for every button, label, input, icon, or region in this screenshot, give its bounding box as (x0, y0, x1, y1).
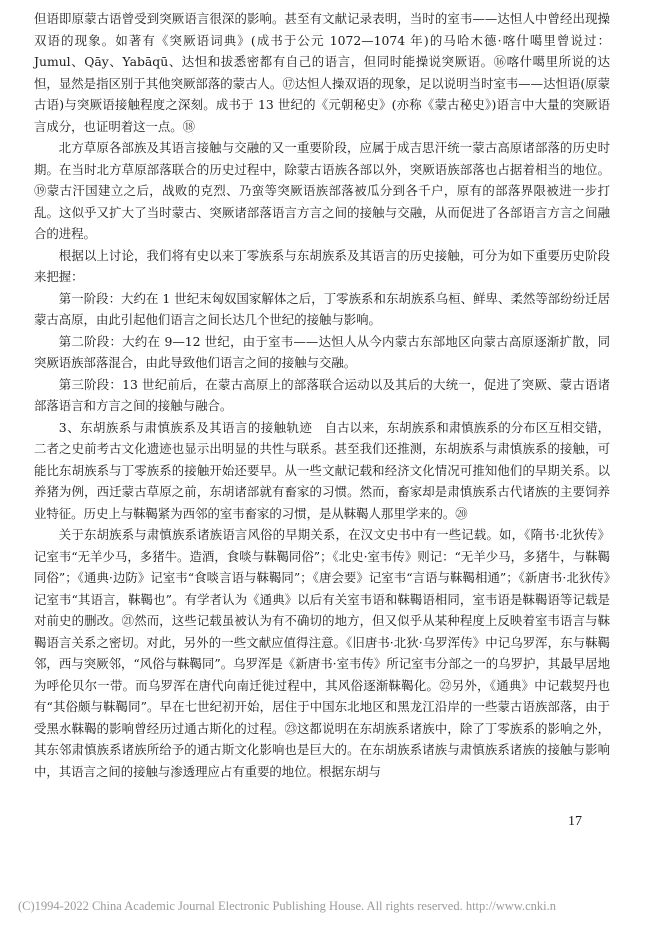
paragraph-last: 关于东胡族系与肃慎族系诸族语言风俗的早期关系，在汉文史书中有一些记载。如，《隋书·北狄传》记室韦“无羊少马，多猪牛。造酒，食啖与靺鞨同俗”；《北史·室韦传》则记：“无羊少马，多猪牛，与靺鞨同俗”；《通典·边防》记室韦“食啖言语与靺鞨同”；《唐会要》记室韦“言语与靺鞨相通”；《新唐书·北狄传》记室韦“其语言，靺鞨也”。有学者认为《通典》以后有关室韦语和靺鞨语相同，室韦语是靺鞨语等记载是对前史的删改。㉑然而，这些记载虽被认为有不确切的地方，但又似乎从某种程度上反映着室韦语言与靺鞨语言关系之密切。对此，另外的一些文献应值得注意。《旧唐书·北狄·乌罗浑传》中记乌罗浑，东与靺鞨邻，西与突厥邻，“风俗与靺鞨同”。乌罗浑是《新唐书·室韦传》所记室韦分部之一的乌罗护，其最早居地为呼伦贝尔一带。而乌罗浑在唐代向南迁徙过程中，其风俗逐渐靺鞨化。㉒另外，《通典》中记载契丹也有“其俗颇与靺鞨同”。早在七世纪初开始，居住于中国东北地区和黑龙江沿岸的一些蒙古语族部落，由于受黑水靺鞨的影响曾经历过通古斯化的过程。㉓这都说明在东胡族系诸族中，除了丁零族系的影响之外，其东邻肃慎族系诸族所给予的通古斯文化影响也是巨大的。在东胡族系诸族与肃慎族系诸族的接触与影响中，其语言之间的接触与渗透理应占有重要的地位。根据东胡与 (34, 527, 610, 779)
stage-2-paragraph: 第二阶段：大约在 9—12 世纪，由于室韦——达怛人从今内蒙古东部地区向蒙古高原逐渐扩散，同突厥语族部落混合，由此导致他们语言之间的接触与交融。 (34, 333, 610, 370)
copyright-footer: (C)1994-2022 China Academic Journal Electronic Publishing House. All rights reserved. http://www.cnki.n (18, 899, 556, 913)
paragraph-2: 北方草原各部族及其语言接触与交融的又一重要阶段，应属于成吉思汗统一蒙古高原诸部落的历史时期。在当时北方草原部落联合的历史过程中，除蒙古语族各部以外，突厥语族部落也占据着相当的地位。⑲蒙古汗国建立之后，战败的克烈、乃蛮等突厥语族部落被瓜分到各千户，原有的部落界限被进一步打乱。这似乎又扩大了当时蒙古、突厥诸部落语言方言之间的接触与交融，从而促进了各部语言方言之间融合的进程。 (34, 140, 610, 241)
paragraph-1: 但语即原蒙古语曾受到突厥语言很深的影响。甚至有文献记录表明，当时的室韦——达怛人中曾经出现操双语的现象。如著有《突厥语词典》(成书于公元 1072—1074 年)的马哈木德·喀什噶里曾说过：Jumul、Qāy、Yabāqū、达怛和拔悉密都有自己的语言，但同时能操说突厥语。⑯喀什噶里所说的达怛，显然是指区别于其他突厥部落的蒙古人。⑰达怛人操双语的现象，足以说明当时室韦——达怛语(原蒙古语)与突厥语接触程度之深刻。成书于 13 世纪的《元朝秘史》(亦称《蒙古秘史》)语言中大量的突厥语言成分，也证明着这一点。⑱ (34, 11, 610, 134)
article-body (34, 8, 610, 782)
paragraph-3: 根据以上讨论，我们将有史以来丁零族系与东胡族系及其语言的历史接触，可分为如下重要历史阶段来把握： (34, 247, 610, 284)
section-3-heading: 3、东胡族系与肃慎族系及其语言的接触轨迹 (58, 419, 313, 435)
section-3-text: 自古以来，东胡族系和肃慎族系的分布区互相交错，二者之史前考古文化遗迹也显示出明显的共性与联系。甚至我们还推测，东胡族系与肃慎族系的接触，可能比东胡族系与丁零族系的接触开始还要早。从一些文献记载和经济文化情况可推知他们的早期关系。以养猪为例，西迁蒙古草原之前，东胡诸部就有畜家的习惯。然而，畜家却是肃慎族系古代诸族的主要饲养业特征。历史上与靺鞨紧为西邻的室韦畜家的习惯，是从靺鞨人那里学来的。⑳ (34, 419, 610, 521)
stage-3-paragraph: 第三阶段：13 世纪前后，在蒙古高原上的部落联合运动以及其后的大统一，促进了突厥、蒙古语诸部落语言和方言之间的接触与融合。 (34, 376, 610, 413)
page-number: 17 (568, 814, 582, 829)
section-3-paragraph (34, 417, 610, 525)
stage-1-paragraph: 第一阶段：大约在 1 世纪末匈奴国家解体之后，丁零族系和东胡族系乌桓、鲜卑、柔然等部纷纷迁居蒙古高原，由此引起他们语言之间长达几个世纪的接触与影响。 (34, 290, 610, 327)
